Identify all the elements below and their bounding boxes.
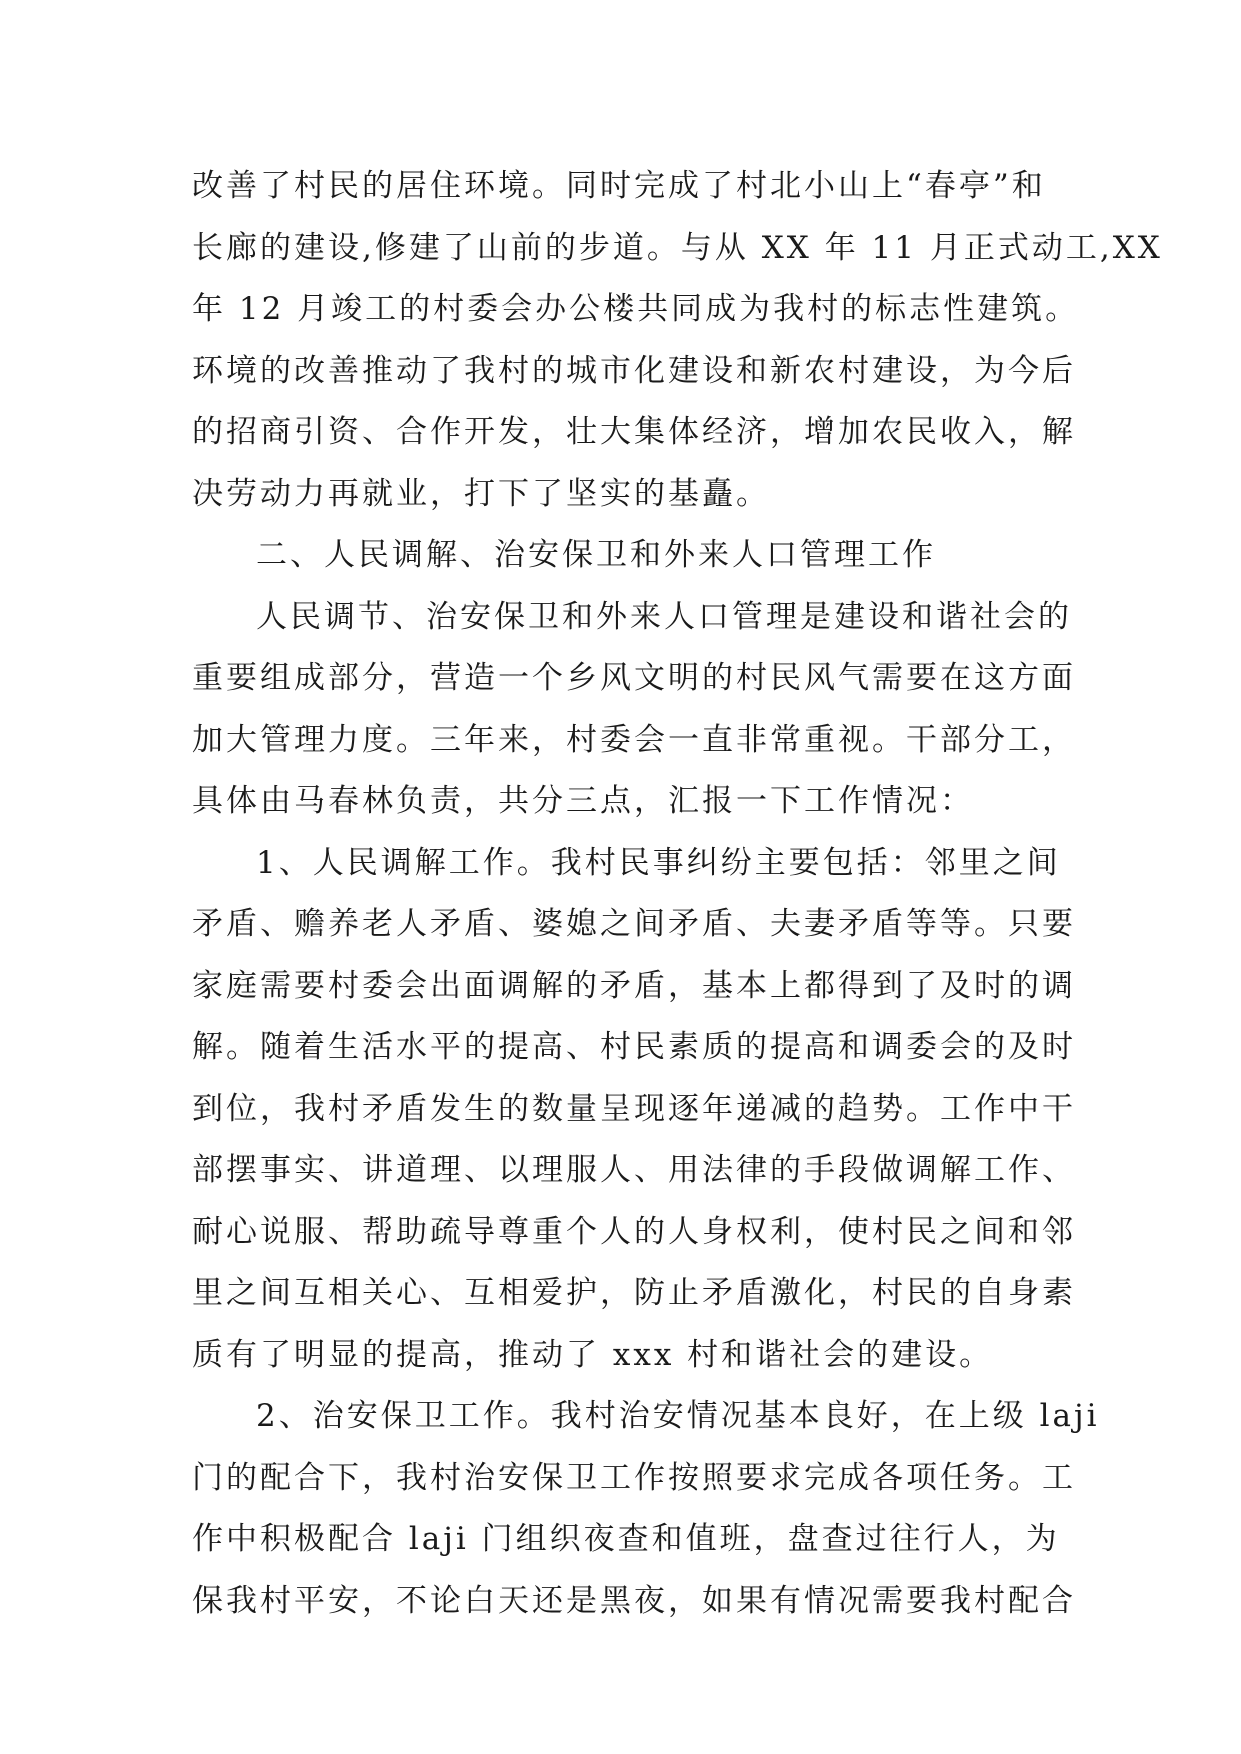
- text-line: 家庭需要村委会出面调解的矛盾，基本上都得到了及时的调: [192, 967, 1076, 1004]
- text-line: 部摆事实、讲道理、以理服人、用法律的手段做调解工作、: [192, 1152, 1076, 1188]
- text-line: 矛盾、赡养老人矛盾、婆媳之间矛盾、夫妻矛盾等等。只要: [192, 906, 1076, 942]
- text-line: 的招商引资、合作开发，壮大集体经济，增加农民收入，解: [192, 414, 1076, 450]
- section-heading: 二、人民调解、治安保卫和外来人口管理工作: [256, 537, 936, 573]
- text-line: 保我村平安，不论白天还是黑夜，如果有情况需要我村配合: [192, 1582, 1076, 1619]
- text-line: 具体由马春林负责，共分三点，汇报一下工作情况：: [192, 783, 974, 819]
- text-line: 质有了明显的提高，推动了 xxx 村和谐社会的建设。: [192, 1336, 994, 1373]
- text-line: 耐心说服、帮助疏导尊重个人的人身权利，使村民之间和邻: [192, 1213, 1076, 1250]
- document-body: [192, 156, 1163, 1632]
- text-line: 到位，我村矛盾发生的数量呈现逐年递减的趋势。工作中干: [192, 1090, 1076, 1127]
- text-line: 人民调节、治安保卫和外来人口管理是建设和谐社会的: [256, 598, 1072, 635]
- text-line: 2、治安保卫工作。我村治安情况基本良好，在上级 laji: [256, 1398, 1100, 1434]
- text-line: 里之间互相关心、互相爱护，防止矛盾激化，村民的自身素: [192, 1275, 1076, 1311]
- text-line: 年 12 月竣工的村委会办公楼共同成为我村的标志性建筑。: [192, 291, 1080, 327]
- text-line: 改善了村民的居住环境。同时完成了村北小山上“春亭”和: [192, 168, 1046, 204]
- text-line: 加大管理力度。三年来，村委会一直非常重视。干部分工，: [192, 721, 1076, 758]
- text-line: 门的配合下，我村治安保卫工作按照要求完成各项任务。工: [192, 1459, 1076, 1496]
- text-line: 作中积极配合 laji 门组织夜查和值班，盘查过往行人，为: [192, 1521, 1060, 1557]
- text-line: 解。随着生活水平的提高、村民素质的提高和调委会的及时: [192, 1029, 1076, 1065]
- text-line: 环境的改善推动了我村的城市化建设和新农村建设，为今后: [192, 352, 1076, 389]
- text-line: 1、人民调解工作。我村民事纠纷主要包括：邻里之间: [256, 844, 1061, 881]
- text-line: 长廊的建设,修建了山前的步道。与从 XX 年 11 月正式动工,XX: [192, 229, 1163, 266]
- text-line: 决劳动力再就业，打下了坚实的基矗。: [192, 475, 770, 512]
- text-line: 重要组成部分，营造一个乡风文明的村民风气需要在这方面: [192, 660, 1076, 696]
